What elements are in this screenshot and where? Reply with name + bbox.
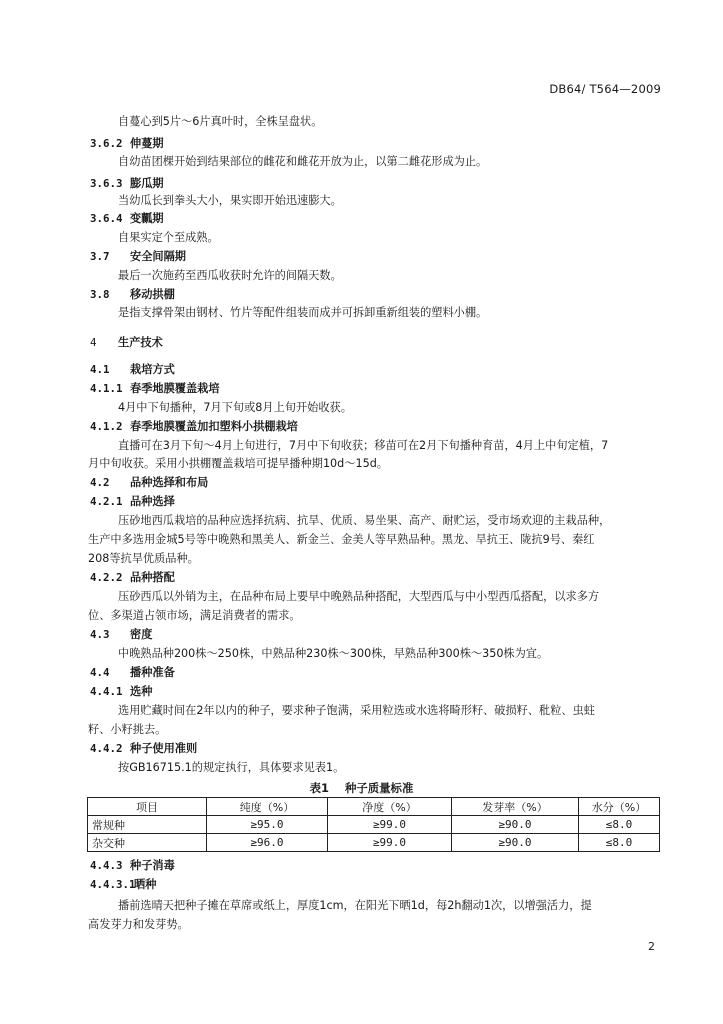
- section-title: 种子使用准则: [130, 742, 198, 755]
- table-cell: 常规种: [88, 816, 207, 834]
- column-header: 项目: [88, 798, 207, 816]
- body-text: 播前选晴天把种子摊在草席或纸上，厚度1cm，在阳光下晒1d，每2h翻动1次，以增强活力，提: [118, 899, 592, 912]
- section-title: 伸蔓期: [130, 137, 164, 150]
- section-number: 4.2.2: [90, 571, 123, 584]
- section-heading: [90, 287, 175, 302]
- body-text: 压砂西瓜以外销为主，在品种布局上要早中晚熟品种搭配，大型西瓜与中小型西瓜搭配，以求多方: [118, 590, 600, 603]
- section-heading: [90, 665, 175, 680]
- section-heading: [90, 419, 298, 434]
- table-cell: ≥90.0: [452, 816, 579, 834]
- body-text: 选用贮藏时间在2年以内的种子，要求种子饱满，采用粒选或水选将畸形籽、破损籽、秕粒、虫蛀: [118, 704, 595, 717]
- section-heading: [90, 570, 175, 585]
- table-caption: [0, 780, 723, 796]
- body-text: 自果实定个至成熟。: [118, 231, 219, 244]
- document-id: DB64/ T564—2009: [549, 82, 661, 96]
- section-heading: [90, 494, 175, 509]
- section-number: 3.7: [90, 250, 110, 263]
- section-title: 品种选择: [130, 495, 175, 508]
- section-title: 安全间隔期: [130, 250, 186, 263]
- section-heading: [90, 176, 164, 191]
- section-number: 3.8: [90, 288, 110, 301]
- page-number: 2: [648, 940, 655, 953]
- body-text: 月中旬收获。采用小拱棚覆盖栽培可提早播种期10d～15d。: [88, 457, 388, 470]
- table-cell: ≥95.0: [207, 816, 328, 834]
- table-cell: ≤8.0: [579, 834, 660, 852]
- table-cell: ≥96.0: [207, 834, 328, 852]
- section-number: 3.6.4: [90, 212, 123, 225]
- section-number: 4.1.2: [90, 420, 123, 433]
- section-number: 4.4: [90, 666, 110, 679]
- section-number: 4.1.1: [90, 382, 123, 395]
- section-number: 4.4.2: [90, 742, 123, 755]
- table-header-row: [88, 798, 660, 816]
- section-heading: [90, 741, 197, 756]
- body-text: 4月中下旬播种，7月下旬或8月上旬开始收获。: [118, 401, 352, 414]
- section-heading: [90, 858, 175, 873]
- body-text: 208等抗旱优质品种。: [88, 552, 199, 565]
- section-number: 3.6.2: [90, 137, 123, 150]
- section-title: 晒种: [134, 878, 157, 891]
- table-cell: ≥90.0: [452, 834, 579, 852]
- section-heading: [90, 249, 186, 264]
- section-title: 变瓤期: [130, 212, 164, 225]
- table-cell: 杂交种: [88, 834, 207, 852]
- section-title: 春季地膜覆盖加扣塑料小拱棚栽培: [130, 420, 298, 433]
- body-text: 当幼瓜长到拳头大小，果实即开始迅速膨大。: [118, 194, 342, 207]
- table-number: 表1: [309, 781, 329, 795]
- section-number: 4.4.1: [90, 685, 123, 698]
- table-cell: ≥99.0: [328, 816, 452, 834]
- column-header: 纯度（%）: [207, 798, 328, 816]
- table-row: [88, 816, 660, 834]
- section-title: 密度: [130, 628, 153, 641]
- section-number: 4.1: [90, 363, 110, 376]
- section-title: 膨瓜期: [130, 177, 164, 190]
- section-heading: [90, 627, 152, 642]
- section-heading: [90, 211, 164, 226]
- section-number: 4.4.3: [90, 859, 123, 872]
- column-header: 净度（%）: [328, 798, 452, 816]
- section-title: 选种: [130, 685, 153, 698]
- section-title: 品种搭配: [130, 571, 175, 584]
- section-heading: [90, 136, 164, 151]
- section-title: 品种选择和布局: [130, 476, 209, 489]
- section-number: 4.3: [90, 628, 110, 641]
- section-number: 4.4.3.1: [90, 878, 136, 891]
- section-heading: [90, 381, 220, 396]
- body-text: 是指支撑骨架由钢材、竹片等配件组装而成并可拆卸重新组装的塑料小棚。: [118, 306, 488, 319]
- body-text: 按GB16715.1的规定执行，具体要求见表1。: [118, 761, 345, 774]
- section-title: 移动拱棚: [130, 288, 175, 301]
- section-title: 春季地膜覆盖栽培: [130, 382, 220, 395]
- section-number: 3.6.3: [90, 177, 123, 190]
- section-heading: [90, 684, 152, 699]
- body-text: 生产中多选用金城5号等中晚熟和黑美人、新金兰、金美人等早熟品种。黑龙、旱抗王、陇抗9号、秦红: [88, 533, 595, 546]
- section-number: 4.2.1: [90, 495, 123, 508]
- column-header: 发芽率（%）: [452, 798, 579, 816]
- section-title: 生产技术: [118, 336, 163, 349]
- section-title: 栽培方式: [130, 363, 175, 376]
- section-title: 种子消毒: [130, 859, 175, 872]
- body-text: 直播可在3月下旬～4月上旬进行，7月中下旬收获；移苗可在2月下旬播种育苗，4月上中旬定植，7: [118, 439, 609, 452]
- body-text: 压砂地西瓜栽培的品种应选择抗病、抗旱、优质、易坐果、高产、耐贮运，受市场欢迎的主栽品种，: [118, 514, 611, 527]
- table-row: [88, 834, 660, 852]
- chapter-heading: [90, 335, 163, 350]
- body-text: 自蔓心到5片～6片真叶时，全株呈盘状。: [118, 115, 323, 128]
- body-text: 自幼苗团棵开始到结果部位的雌花和雌花开放为止，以第二雌花形成为止。: [118, 155, 488, 168]
- body-text: 最后一次施药至西瓜收获时允许的间隔天数。: [118, 269, 342, 282]
- section-title: 播种准备: [130, 666, 175, 679]
- body-text: 籽、小籽挑去。: [88, 723, 167, 736]
- body-text: 中晚熟品种200株～250株，中熟品种230株～300株，早熟品种300株～350株为宜。: [118, 647, 549, 660]
- section-number: 4.2: [90, 476, 110, 489]
- section-number: 4: [90, 336, 97, 349]
- table-cell: ≥99.0: [328, 834, 452, 852]
- seed-quality-table: [87, 797, 660, 852]
- section-heading: [90, 475, 208, 490]
- body-text: 位、多渠道占领市场，满足消费者的需求。: [88, 609, 301, 622]
- table-title: 种子质量标准: [344, 781, 414, 795]
- table-cell: ≤8.0: [579, 816, 660, 834]
- section-heading: [90, 877, 156, 892]
- section-heading: [90, 362, 175, 377]
- body-text: 高发芽力和发芽势。: [88, 918, 189, 931]
- column-header: 水分（%）: [579, 798, 660, 816]
